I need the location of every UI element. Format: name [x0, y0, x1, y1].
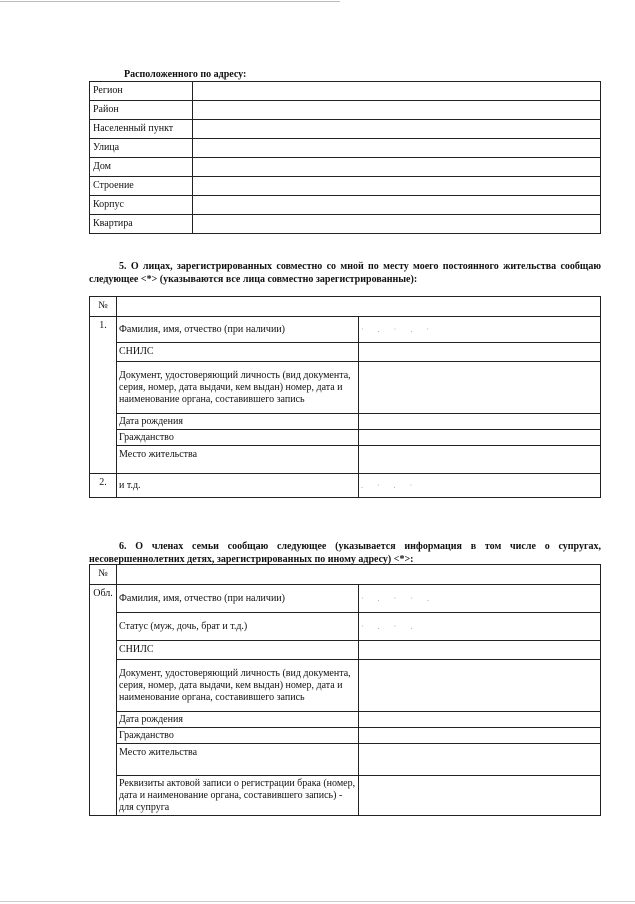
section-6-number: 6.	[119, 541, 127, 552]
table-row	[90, 297, 601, 317]
scan-noise: · . · . ·	[361, 324, 435, 334]
address-label-street: Улица	[90, 139, 193, 158]
address-heading: Расположенного по адресу:	[124, 69, 247, 80]
scan-artifact	[0, 901, 635, 902]
table-row	[90, 317, 601, 343]
value-birthdate[interactable]	[359, 414, 601, 430]
address-value-district[interactable]	[193, 101, 601, 120]
value-id-document[interactable]	[359, 362, 601, 414]
table-row	[90, 139, 601, 158]
header-blank-cell	[117, 565, 601, 585]
address-value-street[interactable]	[193, 139, 601, 158]
address-label-district: Район	[90, 101, 193, 120]
value-fullname[interactable]	[359, 585, 601, 613]
address-value-house[interactable]	[193, 158, 601, 177]
table-row	[90, 362, 601, 414]
table-row	[90, 120, 601, 139]
section-5-number: 5.	[119, 261, 127, 272]
address-label-building: Строение	[90, 177, 193, 196]
column-header-number: №	[90, 565, 117, 585]
address-label-region: Регион	[90, 82, 193, 101]
header-blank-cell	[117, 297, 601, 317]
table-row	[90, 414, 601, 430]
person-2-etc: и т.д.	[117, 474, 359, 498]
value-marriage-record[interactable]	[359, 776, 601, 816]
field-fullname: Фамилия, имя, отчество (при наличии)	[117, 317, 359, 343]
value-person-2[interactable]	[359, 474, 601, 498]
person-1-number: 1.	[90, 317, 117, 474]
value-residence[interactable]	[359, 446, 601, 474]
field-birthdate: Дата рождения	[117, 712, 359, 728]
table-row	[90, 101, 601, 120]
table-row	[90, 196, 601, 215]
address-value-block[interactable]	[193, 196, 601, 215]
table-row	[90, 728, 601, 744]
registered-persons-table	[89, 296, 601, 498]
table-row	[90, 430, 601, 446]
field-snils: СНИЛС	[117, 641, 359, 660]
scan-noise: · . · · .	[361, 593, 435, 603]
field-id-document: Документ, удостоверяющий личность (вид документа, серия, номер, дата выдачи, кем выдан) номер, дата и наименование органа, составившего запись	[117, 660, 359, 712]
address-value-locality[interactable]	[193, 120, 601, 139]
address-label-block: Корпус	[90, 196, 193, 215]
address-value-region[interactable]	[193, 82, 601, 101]
value-citizenship[interactable]	[359, 728, 601, 744]
family-members-table	[89, 564, 601, 816]
value-citizenship[interactable]	[359, 430, 601, 446]
table-row	[90, 585, 601, 613]
table-row	[90, 82, 601, 101]
table-row	[90, 158, 601, 177]
address-label-apartment: Квартира	[90, 215, 193, 234]
table-row	[90, 215, 601, 234]
value-id-document[interactable]	[359, 660, 601, 712]
table-row	[90, 446, 601, 474]
table-row	[90, 660, 601, 712]
field-snils: СНИЛС	[117, 343, 359, 362]
field-id-document: Документ, удостоверяющий личность (вид документа, серия, номер, дата выдачи, кем выдан) номер, дата и наименование органа, составившего запись	[117, 362, 359, 414]
section-5-body: О лицах, зарегистрированных совместно со мной по месту моего постоянного жительства сообщаю следующее <*> (указываются все лица совместно зарегистрированные):	[89, 261, 601, 285]
address-table	[89, 81, 601, 234]
family-row-number: Обл.	[90, 585, 117, 816]
scan-artifact	[0, 1, 340, 2]
field-marriage-record: Реквизиты актовой записи о регистрации брака (номер, дата и наименование органа, составившего запись) - для супруга	[117, 776, 359, 816]
address-label-locality: Населенный пункт	[90, 120, 193, 139]
address-value-apartment[interactable]	[193, 215, 601, 234]
table-row	[90, 613, 601, 641]
field-fullname: Фамилия, имя, отчество (при наличии)	[117, 585, 359, 613]
address-label-house: Дом	[90, 158, 193, 177]
table-row	[90, 474, 601, 498]
field-citizenship: Гражданство	[117, 728, 359, 744]
address-value-building[interactable]	[193, 177, 601, 196]
value-snils[interactable]	[359, 343, 601, 362]
value-fullname[interactable]	[359, 317, 601, 343]
table-row	[90, 641, 601, 660]
field-citizenship: Гражданство	[117, 430, 359, 446]
value-snils[interactable]	[359, 641, 601, 660]
scan-noise: · . · .	[361, 621, 419, 631]
section-5-text	[89, 260, 601, 286]
value-status[interactable]	[359, 613, 601, 641]
column-header-number: №	[90, 297, 117, 317]
section-6-body: О членах семьи сообщаю следующее (указывается информация в том числе о супругах, несовершеннолетних детях, зарегистрированных по иному адресу) <*>:	[89, 541, 602, 565]
field-residence: Место жительства	[117, 446, 359, 474]
person-2-number: 2.	[90, 474, 117, 498]
table-row	[90, 712, 601, 728]
table-row	[90, 565, 601, 585]
field-residence: Место жительства	[117, 744, 359, 776]
value-residence[interactable]	[359, 744, 601, 776]
table-row	[90, 776, 601, 816]
section-6-text	[89, 540, 601, 566]
scan-noise: . · . ·	[361, 480, 419, 490]
table-row	[90, 177, 601, 196]
value-birthdate[interactable]	[359, 712, 601, 728]
field-birthdate: Дата рождения	[117, 414, 359, 430]
table-row	[90, 744, 601, 776]
table-row	[90, 343, 601, 362]
field-status: Статус (муж, дочь, брат и т.д.)	[117, 613, 359, 641]
